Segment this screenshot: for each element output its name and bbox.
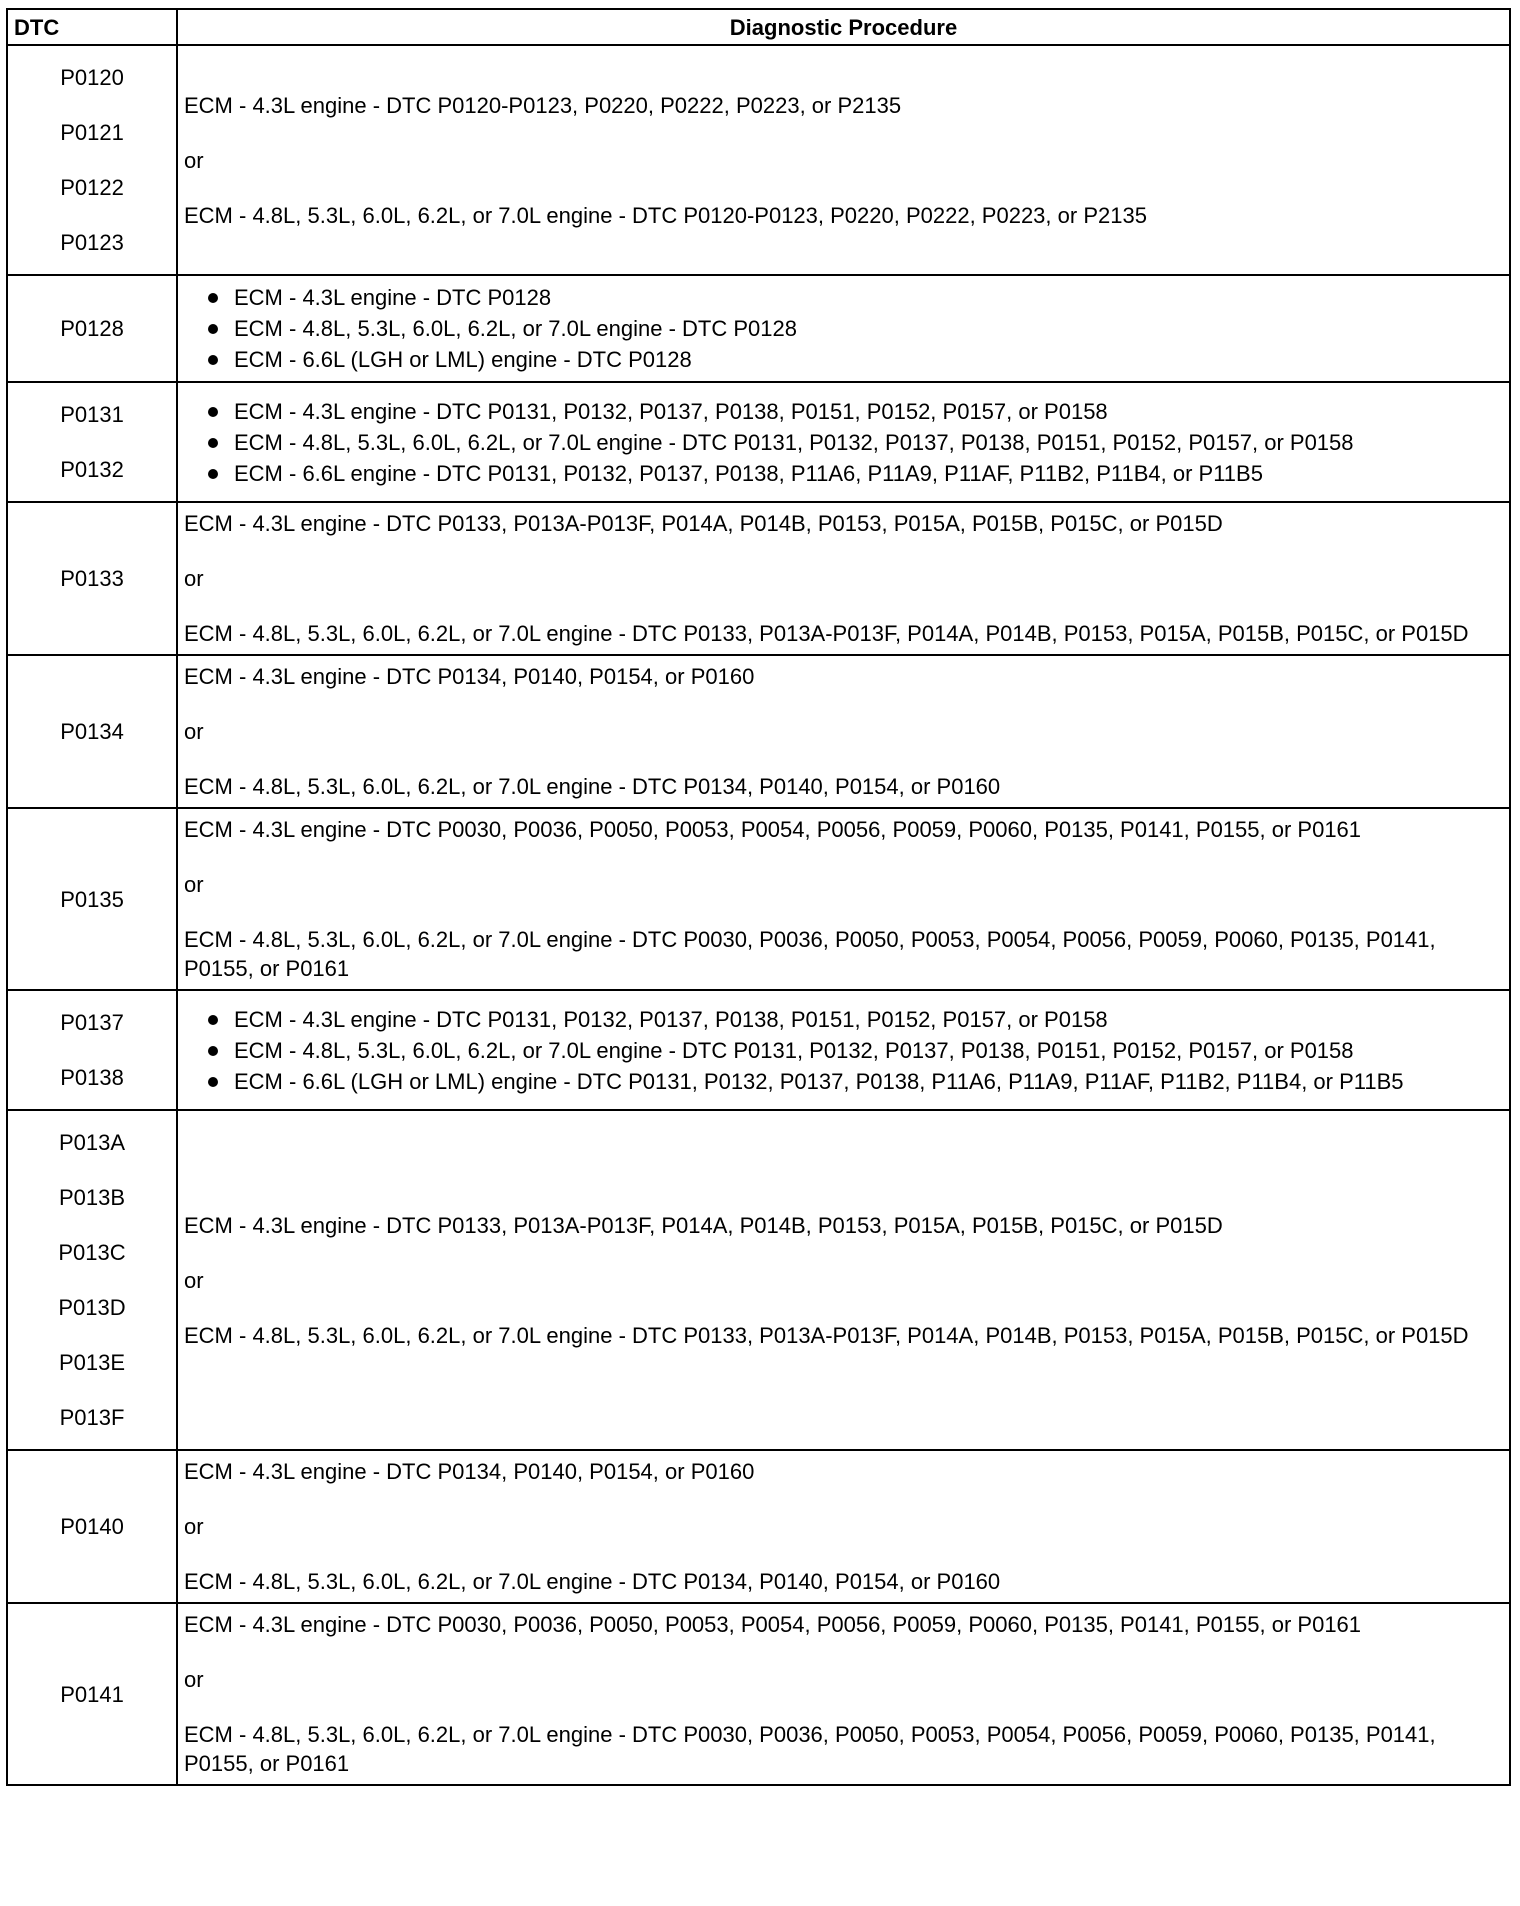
procedure-bullet-item [184,282,1503,313]
procedure-cell [177,655,1510,808]
procedure-bullet-list [184,1004,1503,1097]
procedure-cell [177,990,1510,1110]
procedure-link-4-3l[interactable]: ECM - 4.3L engine - DTC P0133, P013A-P013F, P014A, P014B, P0153, P015A, P015B, P015C, or P015D [184,1212,1223,1238]
dtc-code: P0122 [60,175,124,200]
dtc-code: P0121 [60,120,124,145]
dtc-code: P013C [58,1240,126,1265]
dtc-cell [7,655,177,808]
procedure-link-4-3l[interactable]: ECM - 4.3L engine - DTC P0134, P0140, P0154, or P0160 [184,664,755,689]
bullet-icon [208,1046,218,1056]
or-separator: or [184,147,204,173]
dtc-code: P0138 [60,1065,124,1090]
or-separator: or [184,1514,204,1539]
procedure-link-4-3l[interactable]: ECM - 4.3L engine - DTC P0134, P0140, P0154, or P0160 [184,1459,755,1484]
procedure-link[interactable]: ECM - 6.6L (LGH or LML) engine - DTC P0128 [234,347,692,372]
dtc-code: P013B [58,1185,126,1210]
dtc-code: P0141 [60,1681,124,1707]
procedure-bullet-item [184,427,1503,458]
table-row [7,655,1510,808]
procedure-cell [177,45,1510,275]
or-separator: or [184,719,204,744]
dtc-code: P0123 [60,230,124,255]
table-row [7,382,1510,502]
procedure-bullet-item [184,1035,1503,1066]
dtc-code: P0134 [60,719,124,744]
bullet-icon [208,355,218,365]
bullet-icon [208,469,218,479]
or-separator: or [184,872,204,897]
procedure-link-v8[interactable]: ECM - 4.8L, 5.3L, 6.0L, 6.2L, or 7.0L engine - DTC P0133, P013A-P013F, P014A, P014B, P0153, P015A, P015B, P015C, or P015D [184,1322,1469,1348]
bullet-icon [208,293,218,303]
procedure-bullet-list [184,282,1503,375]
or-separator: or [184,1667,204,1692]
dtc-table [6,8,1511,1786]
bullet-icon [208,407,218,417]
procedure-link[interactable]: ECM - 4.8L, 5.3L, 6.0L, 6.2L, or 7.0L engine - DTC P0131, P0132, P0137, P0138, P0151, P0152, P0157, or P0158 [234,1037,1354,1063]
dtc-cell [7,275,177,382]
dtc-code: P0140 [60,1514,124,1539]
dtc-code: P0137 [60,1010,124,1035]
table-row [7,990,1510,1110]
dtc-cell [7,1450,177,1603]
procedure-bullet-item [184,1066,1503,1097]
procedure-bullet-item [184,1004,1503,1035]
procedure-link-v8[interactable]: ECM - 4.8L, 5.3L, 6.0L, 6.2L, or 7.0L engine - DTC P0120-P0123, P0220, P0222, P0223, or P2135 [184,202,1147,228]
dtc-code: P013A [58,1130,126,1155]
procedure-link-v8[interactable]: ECM - 4.8L, 5.3L, 6.0L, 6.2L, or 7.0L engine - DTC P0134, P0140, P0154, or P0160 [184,1569,1001,1594]
dtc-cell [7,1110,177,1450]
dtc-cell [7,1603,177,1785]
bullet-icon [208,324,218,334]
bullet-icon [208,438,218,448]
dtc-code: P0120 [60,65,124,90]
procedure-link-v8[interactable]: ECM - 4.8L, 5.3L, 6.0L, 6.2L, or 7.0L engine - DTC P0030, P0036, P0050, P0053, P0054, P0056, P0059, P0060, P0135, P0141, P0155, or P0161 [184,1722,1436,1776]
procedure-link-4-3l[interactable]: ECM - 4.3L engine - DTC P0120-P0123, P0220, P0222, P0223, or P2135 [184,92,902,118]
dtc-code: P0133 [60,566,124,591]
bullet-icon [208,1077,218,1087]
procedure-link-4-3l[interactable]: ECM - 4.3L engine - DTC P0030, P0036, P0050, P0053, P0054, P0056, P0059, P0060, P0135, P0141, P0155, or P0161 [184,1612,1362,1637]
dtc-cell [7,808,177,990]
bullet-icon [208,1015,218,1025]
dtc-code: P0131 [60,402,124,427]
dtc-code: P013F [59,1405,125,1430]
procedure-cell [177,808,1510,990]
procedure-cell [177,1450,1510,1603]
dtc-cell [7,45,177,275]
procedure-cell [177,275,1510,382]
table-row [7,1603,1510,1785]
procedure-cell [177,382,1510,502]
dtc-cell [7,990,177,1110]
procedure-bullet-list [184,396,1503,489]
procedure-bullet-item [184,313,1503,344]
dtc-cell [7,502,177,655]
procedure-bullet-item [184,344,1503,375]
procedure-link[interactable]: ECM - 6.6L (LGH or LML) engine - DTC P0131, P0132, P0137, P0138, P11A6, P11A9, P11AF, P11B2, P11B4, or P11B5 [234,1068,1404,1094]
procedure-link-v8[interactable]: ECM - 4.8L, 5.3L, 6.0L, 6.2L, or 7.0L engine - DTC P0134, P0140, P0154, or P0160 [184,774,1001,799]
header-row [7,9,1510,45]
dtc-document [6,8,1511,1786]
table-body [7,45,1510,1785]
procedure-bullet-item [184,396,1503,427]
procedure-link[interactable]: ECM - 4.8L, 5.3L, 6.0L, 6.2L, or 7.0L engine - DTC P0131, P0132, P0137, P0138, P0151, P0152, P0157, or P0158 [234,429,1354,455]
procedure-link[interactable]: ECM - 4.3L engine - DTC P0131, P0132, P0137, P0138, P0151, P0152, P0157, or P0158 [234,1006,1108,1032]
procedure-link-4-3l[interactable]: ECM - 4.3L engine - DTC P0133, P013A-P013F, P014A, P014B, P0153, P015A, P015B, P015C, or P015D [184,511,1223,536]
procedure-link-v8[interactable]: ECM - 4.8L, 5.3L, 6.0L, 6.2L, or 7.0L engine - DTC P0030, P0036, P0050, P0053, P0054, P0056, P0059, P0060, P0135, P0141, P0155, or P0161 [184,927,1436,981]
table-row [7,1450,1510,1603]
table-row [7,45,1510,275]
dtc-cell [7,382,177,502]
dtc-code: P013E [58,1350,126,1375]
table-row [7,1110,1510,1450]
procedure-link-4-3l[interactable]: ECM - 4.3L engine - DTC P0030, P0036, P0050, P0053, P0054, P0056, P0059, P0060, P0135, P0141, P0155, or P0161 [184,817,1362,842]
procedure-cell [177,1603,1510,1785]
or-separator: or [184,1267,204,1293]
procedure-bullet-item [184,458,1503,489]
dtc-code: P0132 [60,457,124,482]
procedure-link[interactable]: ECM - 4.8L, 5.3L, 6.0L, 6.2L, or 7.0L engine - DTC P0128 [234,316,797,341]
dtc-column-header: DTC [7,9,177,45]
table-row [7,808,1510,990]
procedure-link[interactable]: ECM - 4.3L engine - DTC P0128 [234,285,552,310]
dtc-code: P0135 [60,886,124,912]
procedure-cell [177,502,1510,655]
dtc-code: P013D [58,1295,126,1320]
procedure-column-header: Diagnostic Procedure [177,9,1510,45]
dtc-code: P0128 [60,316,124,341]
procedure-cell [177,1110,1510,1450]
table-row [7,275,1510,382]
procedure-link[interactable]: ECM - 4.3L engine - DTC P0131, P0132, P0137, P0138, P0151, P0152, P0157, or P0158 [234,398,1108,424]
or-separator: or [184,566,204,591]
table-row [7,502,1510,655]
procedure-link[interactable]: ECM - 6.6L engine - DTC P0131, P0132, P0137, P0138, P11A6, P11A9, P11AF, P11B2, P11B4, or P11B5 [234,460,1263,486]
procedure-link-v8[interactable]: ECM - 4.8L, 5.3L, 6.0L, 6.2L, or 7.0L engine - DTC P0133, P013A-P013F, P014A, P014B, P0153, P015A, P015B, P015C, or P015D [184,621,1469,646]
